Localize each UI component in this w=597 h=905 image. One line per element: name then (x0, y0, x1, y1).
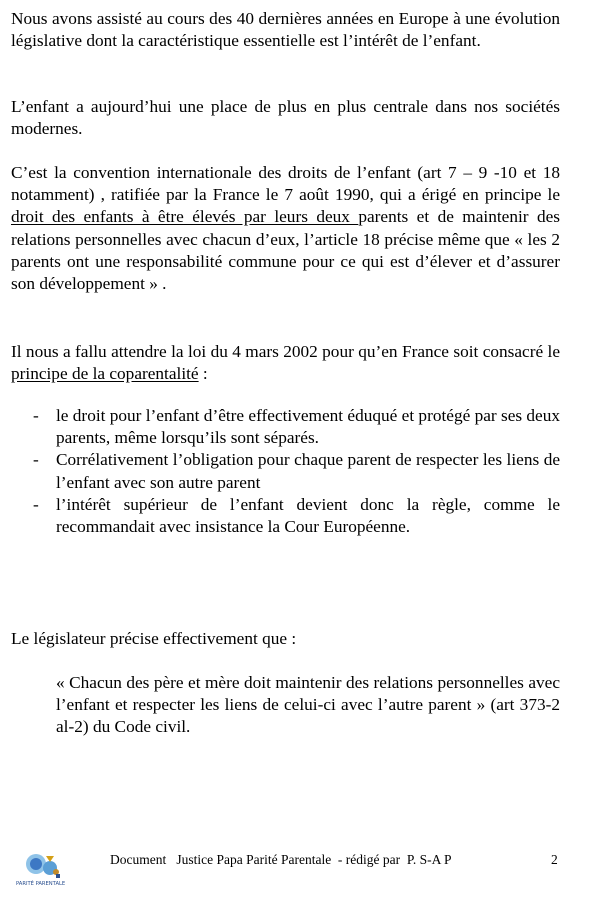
paragraph-child-place: L’enfant a aujourd’hui une place de plus en plus centrale dans nos sociétés modernes. (11, 97, 560, 139)
bullet-dash: - (33, 450, 39, 470)
paragraph-intro: Nous avons assisté au cours des 40 dernières années en Europe à une évolution législative dont la caractéristique essentielle est l’intérêt de l’enfant. (11, 9, 560, 51)
quote-civil-code: « Chacun des père et mère doit maintenir des relations personnelles avec l’enfant et respecter les liens de celui-ci avec l’autre parent » (art 373-2 al-2) du Code civil. (56, 673, 560, 737)
law-text-start: Il nous a fallu attendre la loi du 4 mars 2002 pour qu’en France soit consacré le (11, 342, 560, 361)
law-text-end: : (198, 364, 208, 384)
page-number: 2 (551, 852, 558, 867)
paragraph-convention (11, 162, 560, 295)
paragraph-law-2002 (11, 341, 560, 385)
paragraph-legislator: Le législateur précise effectivement que : (11, 629, 297, 648)
list-item-text: l’intérêt supérieur de l’enfant devient donc la règle, comme le recommandait avec insistance la Cour Européenne. (56, 494, 560, 537)
convention-text-start: C’est la convention internationale des droits de l’enfant (art 7 – 9 -10 et 18 notamment) , ratifiée par la France le 7 août 1990, qui a érigé en principe le (11, 163, 560, 205)
list-item (11, 405, 560, 449)
list-item-text: le droit pour l’enfant d’être effectivement éduqué et protégé par ses deux parents, même lorsqu’ils sont séparés. (56, 406, 560, 448)
list-item-text: Corrélativement l’obligation pour chaque parent de respecter les liens de l’enfant avec son autre parent (56, 450, 560, 492)
bullet-dash: - (33, 494, 39, 514)
footer-text: Document Justice Papa Parité Parentale - rédigé par P. S-A P (110, 852, 452, 867)
list-item (11, 494, 560, 538)
bullet-list (11, 405, 560, 538)
parite-parentale-logo-icon (12, 852, 82, 890)
law-underlined: principe de la coparentalité (11, 364, 199, 384)
bullet-dash: - (33, 406, 39, 425)
logo-text: PARITÉ PARENTALE (16, 881, 66, 887)
list-item (11, 449, 560, 493)
convention-text-end: parents et de maintenir des relations personnelles avec chacun d’eux, l’article 18 précise même que « les 2 parents ont une responsabilité commune pour ce qui est d’élever et d’assurer son développement » . (11, 207, 560, 294)
convention-underlined: droit des enfants à être élevés par leurs deux (11, 207, 359, 227)
page-footer (0, 852, 597, 892)
